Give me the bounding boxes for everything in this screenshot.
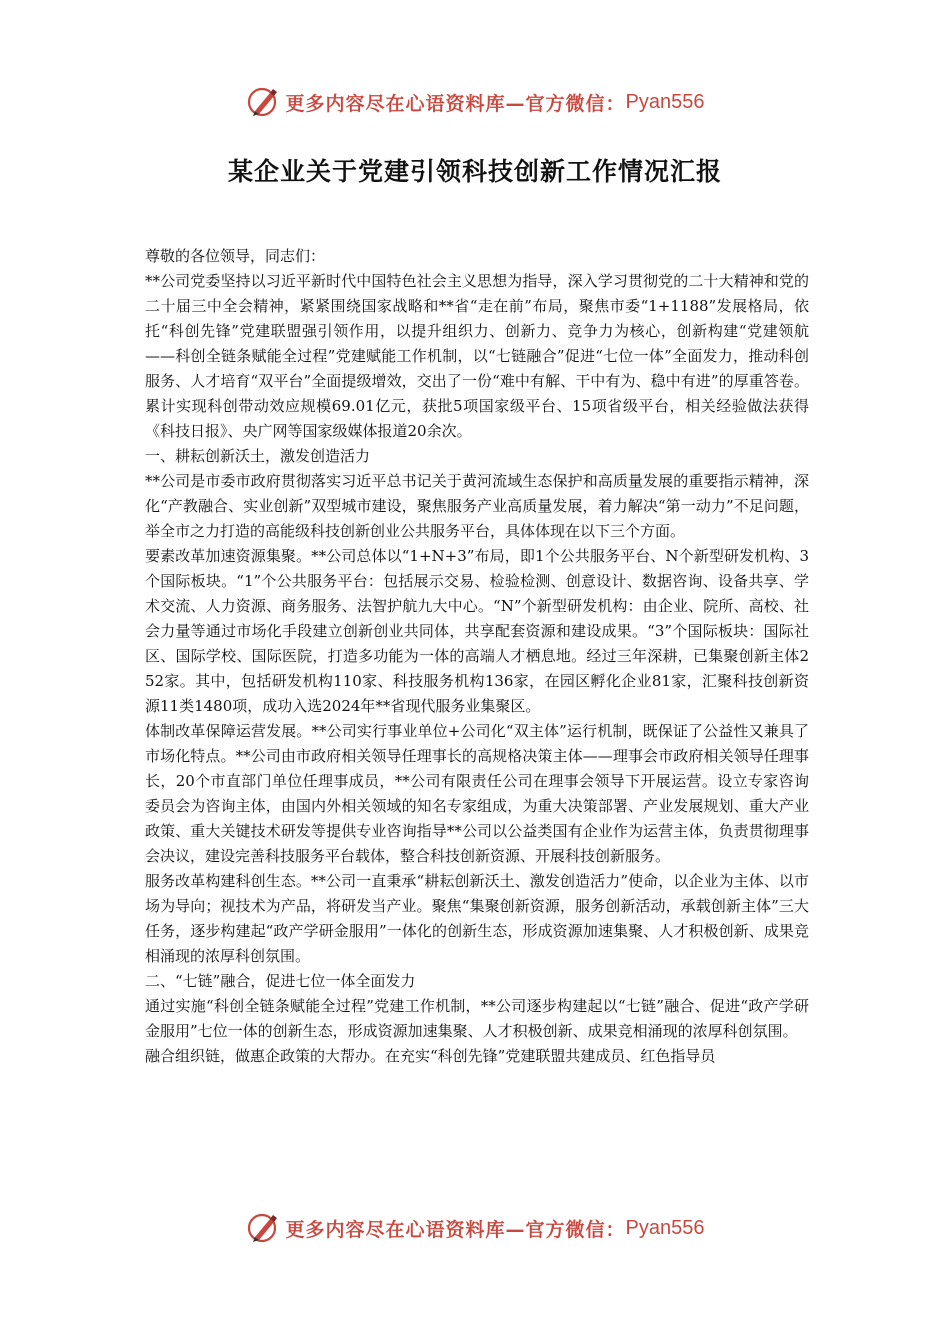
body-paragraph: 融合组织链，做惠企政策的大帮办。在充实“科创先锋”党建联盟共建成员、红色指导员 <box>145 1047 716 1065</box>
body-paragraph: **公司党委坚持以习近平新时代中国特色社会主义思想为指导，深入学习贯彻党的二十大精神和党的二十届三中全会精神，紧紧围绕国家战略和**省“走在前”布局，聚焦市委“1+1188”发展格局，依托“科创先锋”党建联盟强引领作用，以提升组织力、创新力、竞争力为核心，创新构建“党建领航——科创全链条赋能全过程”党建赋能工作机制，以“七链融合”促进“七位一体”全面发力，推动科创服务、人才培育“双平台”全面提级增效，交出了一份“难中有解、干中有为、稳中有进”的厚重答卷。累计实现科创带动效应规模69.01亿元，获批5项国家级平台、15项省级平台，相关经验做法获得《科技日报》、央广网等国家级媒体报道20余次。 <box>145 272 809 440</box>
body-paragraph: 要素改革加速资源集聚。**公司总体以“1+N+3”布局，即1个公共服务平台、N个新型研发机构、3个国际板块。“1”个公共服务平台：包括展示交易、检验检测、创意设计、数据咨询、设备共享、学术交流、人力资源、商务服务、法智护航九大中心。“N”个新型研发机构：由企业、院所、高校、社会力量等通过市场化手段建立创新创业共同体，共享配套资源和建设成果。“3”个国际板块：国际社区、国际学校、国际医院，打造多功能为一体的高端人才栖息地。经过三年深耕，已集聚创新主体252家。其中，包括研发机构110家、科技服务机构136家，在园区孵化企业81家，汇聚科技创新资源11类1480项，成功入选2024年**省现代服务业集聚区。 <box>145 547 809 715</box>
watermark-account: Pyan556 <box>625 90 705 113</box>
body-paragraph: 体制改革保障运营发展。**公司实行事业单位+公司化“双主体”运行机制，既保证了公益性又兼具了市场化特点。**公司由市政府相关领导任理事长的高规格决策主体——理事会市政府相关领导任理事长，20个市直部门单位任理事成员，**公司有限责任公司在理事会领导下开展运营。设立专家咨询委员会为咨询主体，由国内外相关领域的知名专家组成，为重大决策部署、产业发展规划、重大产业政策、重大关键技术研发等提供专业咨询指导**公司以公益类国有企业作为运营主体，负责贯彻理事会决议，建设完善科技服务平台载体，整合科技创新资源、开展科技创新服务。 <box>145 722 809 865</box>
watermark-account: Pyan556 <box>625 1216 705 1239</box>
document-title: 某企业关于党建引领科技创新工作情况汇报 <box>227 157 722 186</box>
pen-logo-icon <box>246 84 282 120</box>
salutation: 尊敬的各位领导，同志们： <box>145 247 326 265</box>
document-body <box>145 244 809 1069</box>
section-heading: 二、“七链”融合，促进七位一体全面发力 <box>145 972 416 990</box>
watermark-banner-top <box>0 82 950 122</box>
pen-logo-icon <box>246 1210 282 1246</box>
body-paragraph: 通过实施“科创全链条赋能全过程”党建工作机制，**公司逐步构建起以“七链”融合、促进“政产学研金服用”七位一体的创新生态，形成资源加速集聚、人才积极创新、成果竞相涌现的浓厚科创氛围。 <box>145 997 809 1040</box>
section-heading: 一、耕耘创新沃土，激发创造活力 <box>145 447 371 465</box>
watermark-text: 更多内容尽在心语资料库—官方微信： <box>285 92 626 115</box>
body-paragraph: **公司是市委市政府贯彻落实习近平总书记关于黄河流域生态保护和高质量发展的重要指示精神，深化“产教融合、实业创新”双型城市建设，聚焦服务产业高质量发展，着力解决“第一动力”不足问题，举全市之力打造的高能级科技创新创业公共服务平台，具体体现在以下三个方面。 <box>145 472 809 540</box>
watermark-banner-bottom <box>0 1208 950 1248</box>
body-paragraph: 服务改革构建科创生态。**公司一直秉承“耕耘创新沃土、激发创造活力”使命，以企业为主体、以市场为导向；视技术为产品，将研发当产业。聚焦“集聚创新资源，服务创新活动，承载创新主体”三大任务，逐步构建起“政产学研金服用”一体化的创新生态，形成资源加速集聚、人才积极创新、成果竞相涌现的浓厚科创氛围。 <box>145 872 809 965</box>
watermark-text: 更多内容尽在心语资料库—官方微信： <box>285 1218 626 1241</box>
